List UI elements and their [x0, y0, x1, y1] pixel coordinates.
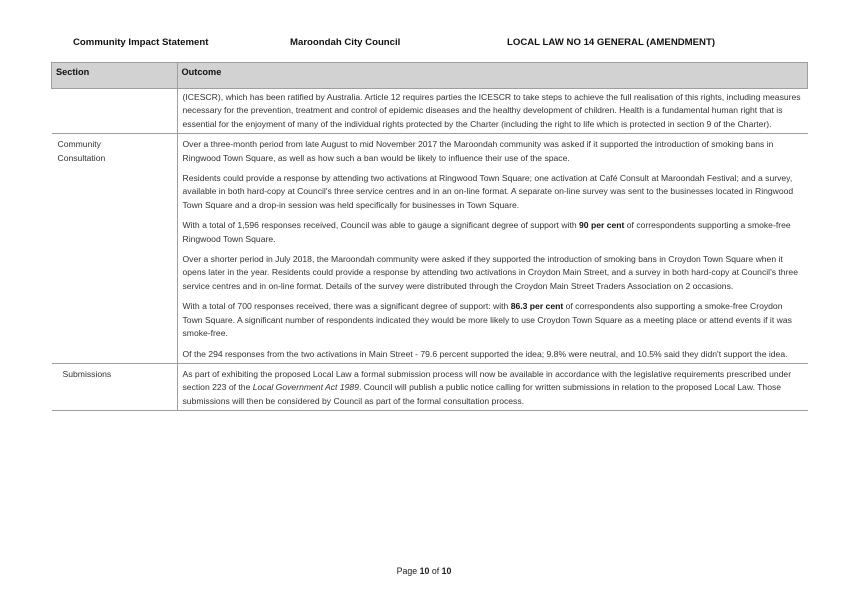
outcome-table	[51, 62, 808, 411]
page-header	[0, 37, 848, 51]
outcome-paragraph	[183, 368, 804, 408]
column-header-outcome: Outcome	[177, 63, 808, 89]
paragraph-text: of correspondents supporting a smoke-free Ringwood Town Square.	[182, 220, 791, 244]
outcome-paragraph: Residents could provide a response by attending two activations at Ringwood Town Square; one activation at Café Consult at Maroondah Festival; and a survey, available in both hard-copy at Council's three service centres and in an on-line format. A separate on-line survey was sent to the businesses located in Ringwood Town Square and a drop-in session was held specifically for businesses in Town Square.	[182, 173, 794, 210]
section-cell-empty	[52, 89, 178, 134]
act-name: Local Government Act 1989	[252, 382, 359, 393]
page-footer	[0, 566, 848, 576]
support-percentage: 86.3 per cent	[510, 301, 564, 312]
table-row	[52, 89, 808, 134]
section-label: Submissions	[62, 368, 112, 379]
outcome-paragraph: Over a shorter period in July 2018, the Maroondah community were asked if they supported the introduction of smoking bans in Croydon Town Square when it opens later in the year. Residents could provide a response by attending two activations in Croydon Main Street, and a survey in both hard-copy at Council's three service centres and in on-line format. Details of the survey were distributed through the Croydon Main Street Traders Association on 2 occasions.	[182, 254, 798, 291]
outcome-cell	[177, 89, 808, 134]
column-header-section: Section	[52, 63, 178, 89]
section-cell-consultation	[52, 134, 178, 364]
paragraph-text: of correspondents also supporting a smoke-free Croydon Town Square. A significant number of respondents indicated they would be more likely to use Croydon Town Square as a meeting place or attend events if it was smoke-free.	[182, 301, 792, 339]
outcome-paragraph: Of the 294 responses from the two activations in Main Street - 79.6 percent supported the idea; 9.8% were neutral, and 10.5% said they didn't support the idea.	[182, 348, 788, 359]
paragraph-text: With a total of 1,596 responses received, Council was able to gauge a significant degree of support with	[182, 220, 579, 231]
paragraph-text: . Council will publish a public notice calling for written submissions in relation to the proposed Local Law. Those submissions will then be considered by Council as part of the formal consultation process.	[182, 382, 782, 406]
paragraph-text: With a total of 700 responses received, there was a significant degree of support: with	[182, 301, 511, 312]
section-cell-submissions	[52, 363, 178, 410]
page-total: 10	[441, 566, 452, 576]
paragraph-text: As part of exhibiting the proposed Local Law a formal submission process will now be available in accordance with the legislative requirements prescribed under section 223 of the	[182, 368, 792, 393]
section-label-line1: Community	[57, 139, 101, 150]
section-label-line2: Consultation	[57, 152, 106, 163]
page-current: 10	[419, 566, 430, 576]
table-row	[52, 363, 808, 410]
support-percentage: 90 per cent	[579, 220, 625, 231]
page-of: of	[431, 566, 440, 576]
header-law-title: LOCAL LAW NO 14 GENERAL (AMENDMENT)	[507, 37, 716, 48]
outcome-paragraph	[183, 300, 804, 340]
outcome-cell	[177, 134, 808, 364]
outcome-paragraph: Over a three-month period from late August to mid November 2017 the Maroondah community was asked if it supported the introduction of smoking bans in Ringwood Town Square, as well as how such a ban would be likely to influence their use of the space.	[182, 139, 774, 163]
table-header-row	[52, 63, 808, 89]
outcome-paragraph: (ICESCR), which has been ratified by Australia. Article 12 requires parties the ICESCR to take steps to achieve the full realisation of this rights, including measures necessary for the prevention, treatment and control of epidemic diseases and the healthy development of children. Health is a fundamental human right that is essential for the enjoyment of many of the individual rights protected by the Charter (including the right to life which is protected in section 9 of the Charter).	[182, 92, 801, 129]
page-label: Page	[396, 566, 418, 576]
table-row	[52, 134, 808, 364]
header-council-name: Maroondah City Council	[290, 37, 401, 48]
header-document-title: Community Impact Statement	[73, 37, 209, 48]
outcome-paragraph	[183, 219, 804, 246]
outcome-cell	[177, 363, 808, 410]
